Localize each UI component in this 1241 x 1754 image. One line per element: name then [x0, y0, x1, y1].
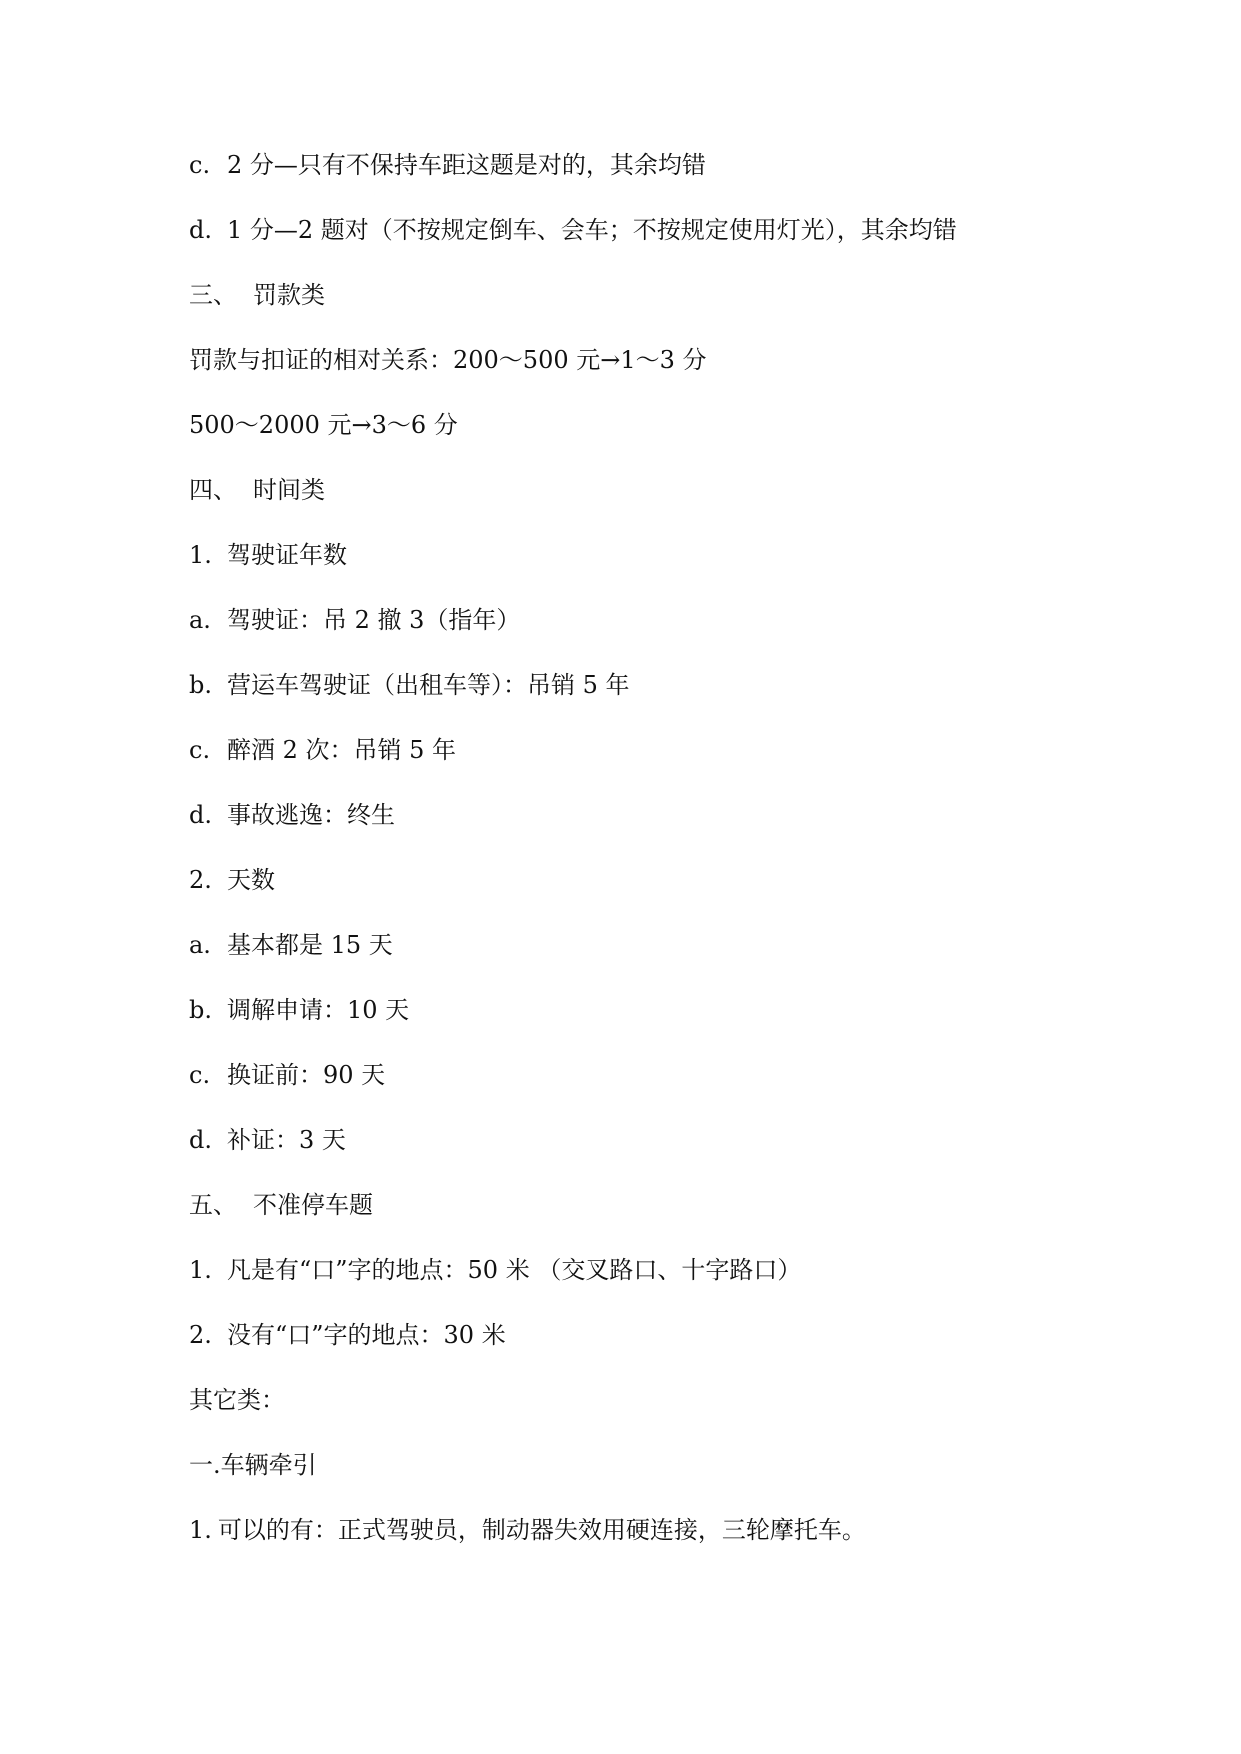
- item-marker: b.: [189, 996, 212, 1024]
- item-text: 营运车驾驶证（出租车等）：吊销 5 年: [227, 671, 630, 699]
- item-text: 基本都是 15 天: [227, 931, 393, 959]
- list-item: [189, 598, 1089, 663]
- section-title: 不准停车题: [253, 1191, 373, 1219]
- list-item: [189, 988, 1089, 1053]
- item-marker: a.: [189, 606, 211, 634]
- item-text: 补证：3 天: [227, 1126, 346, 1154]
- item-marker: 1.: [189, 541, 212, 569]
- item-text: 1 分—2 题对（不按规定倒车、会车；不按规定使用灯光），其余均错: [227, 216, 957, 244]
- list-item: [189, 923, 1089, 988]
- list-item: [189, 663, 1089, 728]
- paragraph-text: 其它类：: [189, 1386, 285, 1414]
- list-item: [189, 858, 1089, 923]
- section-title: 时间类: [253, 476, 325, 504]
- paragraph-text: 罚款与扣证的相对关系：200～500 元→1～3 分: [189, 346, 707, 374]
- item-text: 可以的有：正式驾驶员，制动器失效用硬连接，三轮摩托车。: [217, 1516, 866, 1544]
- item-marker: 2.: [189, 866, 212, 894]
- item-text: 驾驶证：吊 2 撤 3（指年）: [227, 606, 521, 634]
- item-marker: d.: [189, 216, 212, 244]
- list-item: [189, 1118, 1089, 1183]
- item-text: 天数: [227, 866, 275, 894]
- item-marker: c.: [189, 736, 211, 764]
- section-heading: [189, 273, 1089, 338]
- item-text: 驾驶证年数: [227, 541, 347, 569]
- item-marker: 1.: [189, 1516, 212, 1544]
- paragraph: [189, 403, 1089, 468]
- item-marker: d.: [189, 801, 212, 829]
- item-text: 没有“口”字的地点：30 米: [227, 1321, 506, 1349]
- item-text: 事故逃逸：终生: [227, 801, 395, 829]
- document-body: [189, 143, 1089, 1573]
- section-heading: [189, 1443, 1089, 1508]
- paragraph: [189, 338, 1089, 403]
- section-heading: [189, 1183, 1089, 1248]
- list-item: [189, 793, 1089, 858]
- list-item: [189, 1313, 1089, 1378]
- item-text: 换证前：90 天: [227, 1061, 386, 1089]
- item-marker: b.: [189, 671, 212, 699]
- item-marker: d.: [189, 1126, 212, 1154]
- section-number: 一.: [189, 1451, 221, 1479]
- list-item: [189, 533, 1089, 598]
- item-marker: c.: [189, 1061, 211, 1089]
- list-item: [189, 208, 1089, 273]
- paragraph: [189, 1378, 1089, 1443]
- item-text: 调解申请：10 天: [227, 996, 410, 1024]
- list-item: [189, 1053, 1089, 1118]
- section-number: 三、: [189, 281, 237, 309]
- item-text: 醉酒 2 次：吊销 5 年: [227, 736, 457, 764]
- section-heading: [189, 468, 1089, 533]
- list-item: [189, 1508, 1089, 1573]
- section-number: 四、: [189, 476, 237, 504]
- item-text: 凡是有“口”字的地点：50 米 （交叉路口、十字路口）: [227, 1256, 802, 1284]
- list-item: [189, 143, 1089, 208]
- item-marker: a.: [189, 931, 211, 959]
- section-number: 五、: [189, 1191, 237, 1219]
- section-title: 车辆牵引: [220, 1451, 317, 1479]
- item-text: 2 分—只有不保持车距这题是对的，其余均错: [227, 151, 706, 179]
- list-item: [189, 1248, 1089, 1313]
- item-marker: 2.: [189, 1321, 212, 1349]
- paragraph-text: 500～2000 元→3～6 分: [189, 411, 458, 439]
- section-title: 罚款类: [253, 281, 325, 309]
- item-marker: c.: [189, 151, 211, 179]
- item-marker: 1.: [189, 1256, 212, 1284]
- list-item: [189, 728, 1089, 793]
